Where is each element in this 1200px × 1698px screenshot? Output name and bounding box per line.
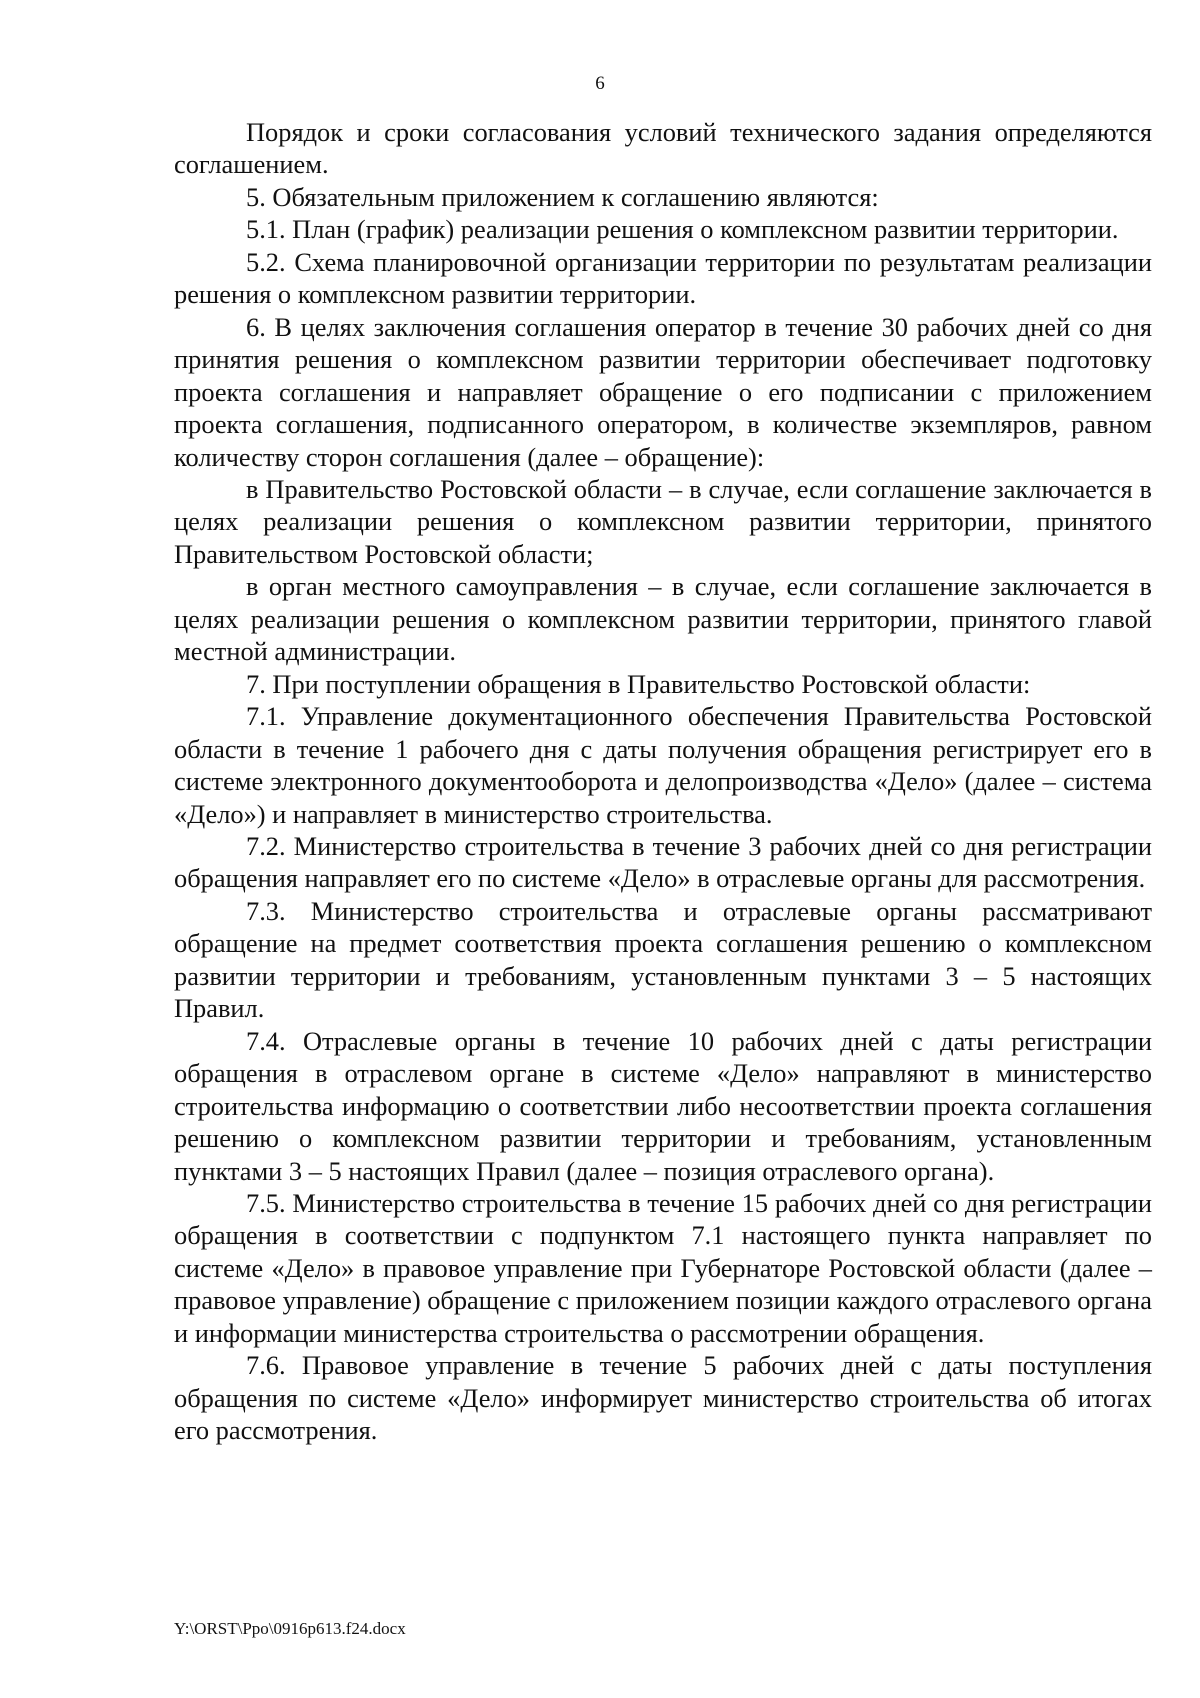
document-body <box>174 116 1152 1447</box>
paragraph-approval-terms: Порядок и сроки согласования условий технического задания определяются соглашением. <box>174 117 1152 180</box>
paragraph-7-2: 7.2. Министерство строительства в течение 3 рабочих дней со дня регистрации обращения направляет его по системе «Дело» в отраслевые органы для рассмотрения. <box>174 830 1152 894</box>
paragraph-5-2: 5.2. Схема планировочной организации территории по результатам реализации решения о комплексном развитии территории. <box>174 246 1152 310</box>
paragraph-5-1: 5.1. План (график) реализации решения о комплексном развитии территории. <box>246 214 1119 245</box>
paragraph-7-3: 7.3. Министерство строительства и отраслевые органы рассматривают обращение на предмет соответствия проекта соглашения решению о комплексном развитии территории и требованиям, установленным пунктами 3 – 5 настоящих Правил. <box>174 895 1152 1024</box>
paragraph-7-1: 7.1. Управление документационного обеспечения Правительства Ростовской области в течение 1 рабочего дня с даты получения обращения регистрирует его в системе электронного документооборота и делопроизводства «Дело» (далее – система «Дело») и направляет в министерство строительства. <box>174 701 1152 829</box>
paragraph-7-6: 7.6. Правовое управление в течение 5 рабочих дней с даты поступления обращения по системе «Дело» информирует министерство строительства об итогах его рассмотрения. <box>174 1350 1152 1446</box>
paragraph-6: 6. В целях заключения соглашения оператор в течение 30 рабочих дней со дня принятия решения о комплексном развитии территории обеспечивает подготовку проекта соглашения и направляет обращение о его подписании с приложением проекта соглашения, подписанного оператором, в количестве экземпляров, равном количеству сторон соглашения (далее – обращение): <box>174 311 1152 472</box>
paragraph-6-local-authority: в орган местного самоуправления – в случае, если соглашение заключается в целях реализации решения о комплексном развитии территории, принятого главой местной администрации. <box>174 571 1152 667</box>
paragraph-6-government: в Правительство Ростовской области – в случае, если соглашение заключается в целях реализации решения о комплексном развитии территории, принятого Правительством Ростовской области; <box>174 473 1152 569</box>
paragraph-7: 7. При поступлении обращения в Правительство Ростовской области: <box>246 668 1031 699</box>
paragraph-5: 5. Обязательным приложением к соглашению являются: <box>246 181 879 212</box>
file-path-footer: Y:\ORST\Ppo\0916p613.f24.docx <box>174 1619 406 1638</box>
paragraph-7-4: 7.4. Отраслевые органы в течение 10 рабочих дней с даты регистрации обращения в отраслевом органе в системе «Дело» направляют в министерство строительства информацию о соответствии либо несоответствии проекта соглашения решению о комплексном развитии территории и требованиям, установленным пунктами 3 – 5 настоящих Правил (далее – позиция отраслевого органа). <box>174 1025 1152 1186</box>
page-number: 6 <box>595 73 605 94</box>
paragraph-7-5: 7.5. Министерство строительства в течение 15 рабочих дней со дня регистрации обращения в соответствии с подпунктом 7.1 настоящего пункта направляет по системе «Дело» в правовое управление при Губернаторе Ростовской области (далее – правовое управление) обращение с приложением позиции каждого отраслевого органа и информации министерства строительства о рассмотрении обращения. <box>174 1187 1152 1348</box>
